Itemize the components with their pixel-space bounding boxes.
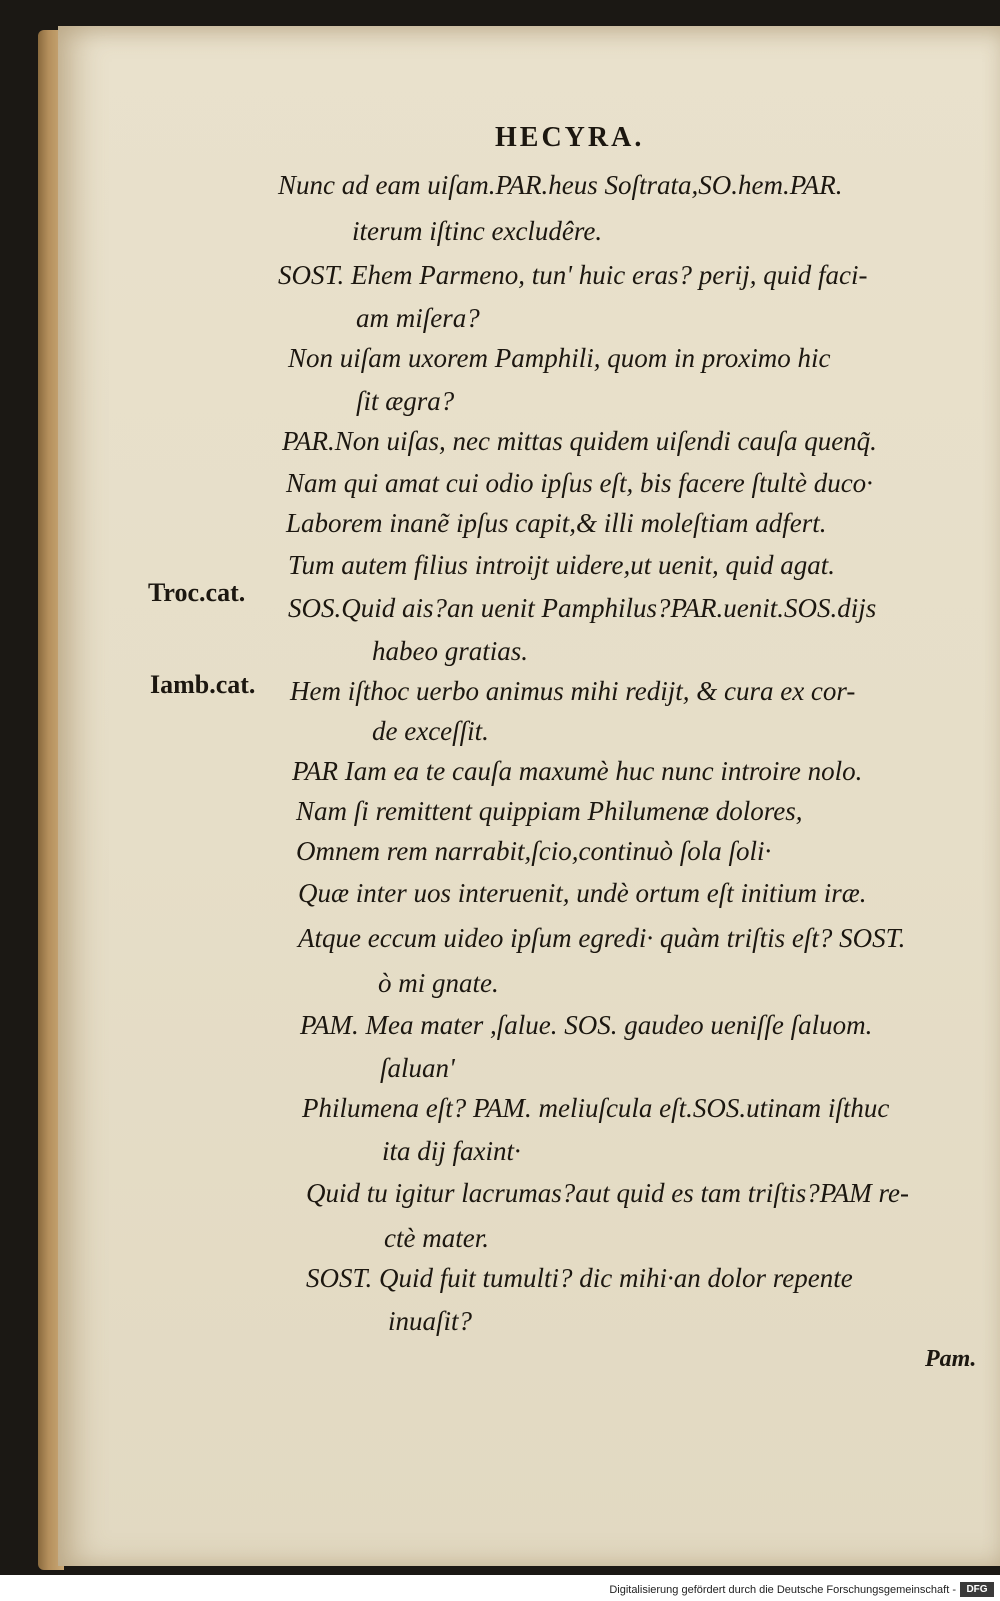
footer-credit: Digitalisierung gefördert durch die Deutsche Forschungsgemeinschaft -	[609, 1584, 956, 1596]
text-line: Tum autem filius introijt uidere,ut uenit, quid agat.	[288, 550, 836, 580]
text-line: Quæ inter uos interuenit, undè ortum eſt initium iræ.	[298, 878, 867, 908]
text-line: ò mi gnate.	[378, 968, 499, 998]
text-line: Quid tu igitur lacrumas?aut quid es tam triſtis?PAM re-	[306, 1178, 910, 1208]
margin-note-meter: Iamb.cat.	[150, 670, 256, 699]
text-line: de exceſſit.	[372, 716, 489, 746]
text-line: PAR Iam ea te cauſa maxumè huc nunc introire nolo.	[292, 756, 863, 786]
text-line: SOST. Quid fuit tumulti? dic mihi·an dolor repente	[306, 1263, 853, 1293]
text-line: Omnem rem narrabit,ſcio,continuò ſola ſoli·	[296, 836, 772, 866]
text-line: inuaſit?	[388, 1306, 473, 1336]
text-line: iterum iſtinc excludêre.	[352, 216, 603, 246]
dfg-logo: DFG	[960, 1582, 994, 1597]
text-line: SOS.Quid ais?an uenit Pamphilus?PAR.uenit.SOS.dijs	[288, 593, 877, 623]
text-line: Atque eccum uideo ipſum egredi· quàm triſtis eſt? SOST.	[298, 923, 906, 953]
margin-note-meter: Troc.cat.	[148, 578, 246, 607]
text-line: am miſera?	[356, 303, 480, 333]
text-line: ſaluan'	[380, 1053, 455, 1083]
text-line: ctè mater.	[384, 1223, 489, 1253]
text-line: SOST. Ehem Parmeno, tun' huic eras? perij, quid faci-	[278, 260, 868, 290]
text-line: Nam ſi remittent quippiam Philumenæ dolores,	[296, 796, 803, 826]
text-line: Philumena eſt? PAM. meliuſcula eſt.SOS.utinam iſthuc	[302, 1093, 890, 1123]
catchword: Pam.	[925, 1346, 977, 1372]
text-line: Non uiſam uxorem Pamphili, quom in proximo hic	[288, 343, 831, 373]
text-line: ita dij faxint·	[382, 1136, 521, 1166]
text-line: ſit ægra?	[356, 386, 455, 416]
running-head: HECYRA.	[495, 122, 645, 153]
text-line: habeo gratias.	[372, 636, 529, 666]
text-line: Nunc ad eam uiſam.PAR.heus Soſtrata,SO.hem.PAR.	[278, 170, 843, 200]
text-line: PAR.Non uiſas, nec mittas quidem uiſendi cauſa quenq̃.	[282, 426, 877, 456]
text-line: PAM. Mea mater ,ſalue. SOS. gaudeo ueniſſe ſaluom.	[300, 1010, 873, 1040]
text-line: Hem iſthoc uerbo animus mihi redijt, & cura ex cor-	[290, 676, 856, 706]
text-line: Laborem inanẽ ipſus capit,& illi moleſtiam adfert.	[286, 508, 827, 538]
text-line: Nam qui amat cui odio ipſus eſt, bis facere ſtultè duco·	[286, 468, 873, 498]
